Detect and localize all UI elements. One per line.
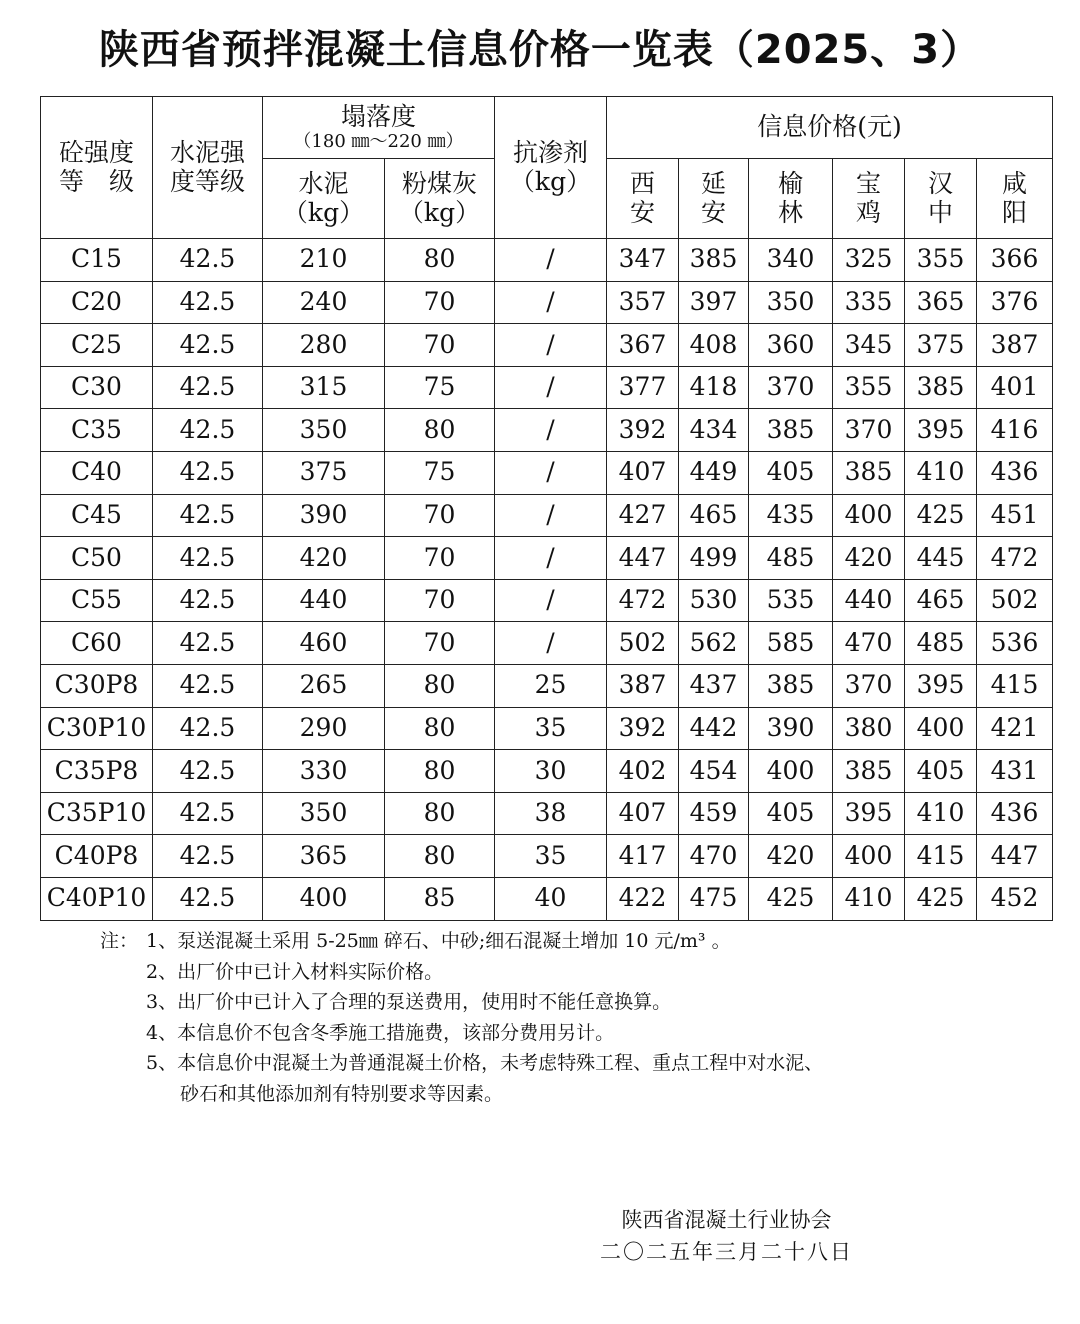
fly-ash-cell: 70 — [385, 622, 495, 665]
antiseep-cell: 38 — [495, 792, 607, 835]
antiseep-cell: / — [495, 451, 607, 494]
table-row — [41, 792, 1053, 835]
price-cell: 385 — [749, 409, 833, 452]
fly-ash-cell: 80 — [385, 707, 495, 750]
price-cell: 447 — [607, 537, 679, 580]
grade-cell: C30P8 — [41, 664, 153, 707]
signature-block — [600, 1204, 853, 1268]
fly-ash-cell: 70 — [385, 579, 495, 622]
grade-cell: C45 — [41, 494, 153, 537]
table-row — [41, 622, 1053, 665]
cement-grade-cell: 42.5 — [153, 537, 263, 580]
table-row — [41, 239, 1053, 282]
price-cell: 395 — [905, 664, 977, 707]
price-cell: 436 — [977, 451, 1053, 494]
price-cell: 434 — [679, 409, 749, 452]
table-row — [41, 877, 1053, 920]
antiseep-cell: / — [495, 622, 607, 665]
header-city-yulin: 榆 林 — [749, 159, 833, 239]
header-city-hanzhong: 汉 中 — [905, 159, 977, 239]
price-cell: 370 — [833, 409, 905, 452]
price-cell: 390 — [749, 707, 833, 750]
table-row — [41, 537, 1053, 580]
price-cell: 499 — [679, 537, 749, 580]
antiseep-cell: / — [495, 324, 607, 367]
water-cement-cell: 375 — [263, 451, 385, 494]
price-cell: 400 — [833, 835, 905, 878]
cement-grade-cell: 42.5 — [153, 281, 263, 324]
grade-cell: C30 — [41, 366, 153, 409]
water-cement-cell: 330 — [263, 750, 385, 793]
price-cell: 408 — [679, 324, 749, 367]
price-table-body — [41, 239, 1053, 921]
price-cell: 401 — [977, 366, 1053, 409]
antiseep-cell: 25 — [495, 664, 607, 707]
cement-grade-cell: 42.5 — [153, 366, 263, 409]
grade-cell: C55 — [41, 579, 153, 622]
table-row — [41, 366, 1053, 409]
antiseep-cell: 30 — [495, 750, 607, 793]
price-cell: 385 — [833, 451, 905, 494]
cement-grade-cell: 42.5 — [153, 494, 263, 537]
price-cell: 402 — [607, 750, 679, 793]
price-cell: 418 — [679, 366, 749, 409]
price-cell: 530 — [679, 579, 749, 622]
fly-ash-cell: 70 — [385, 494, 495, 537]
table-row — [41, 750, 1053, 793]
grade-cell: C35P8 — [41, 750, 153, 793]
price-cell: 400 — [905, 707, 977, 750]
antiseep-cell: / — [495, 494, 607, 537]
table-row — [41, 281, 1053, 324]
note-item: 2、出厂价中已计入材料实际价格。 — [146, 960, 444, 983]
notes-section — [100, 926, 823, 1109]
price-cell: 452 — [977, 877, 1053, 920]
price-cell: 425 — [905, 877, 977, 920]
grade-cell: C25 — [41, 324, 153, 367]
price-cell: 380 — [833, 707, 905, 750]
price-cell: 416 — [977, 409, 1053, 452]
water-cement-cell: 265 — [263, 664, 385, 707]
water-cement-cell: 440 — [263, 579, 385, 622]
price-cell: 454 — [679, 750, 749, 793]
price-cell: 470 — [833, 622, 905, 665]
price-cell: 405 — [905, 750, 977, 793]
price-cell: 387 — [977, 324, 1053, 367]
price-cell: 395 — [905, 409, 977, 452]
price-cell: 377 — [607, 366, 679, 409]
price-cell: 417 — [607, 835, 679, 878]
price-cell: 436 — [977, 792, 1053, 835]
table-row — [41, 707, 1053, 750]
price-cell: 407 — [607, 451, 679, 494]
fly-ash-cell: 75 — [385, 366, 495, 409]
price-cell: 366 — [977, 239, 1053, 282]
water-cement-cell: 350 — [263, 792, 385, 835]
cement-grade-cell: 42.5 — [153, 750, 263, 793]
antiseep-cell: / — [495, 239, 607, 282]
cement-grade-cell: 42.5 — [153, 664, 263, 707]
price-cell: 562 — [679, 622, 749, 665]
antiseep-cell: / — [495, 537, 607, 580]
header-price-group: 信息价格(元) — [607, 97, 1053, 159]
antiseep-cell: 35 — [495, 835, 607, 878]
water-cement-cell: 280 — [263, 324, 385, 367]
table-row — [41, 409, 1053, 452]
price-cell: 400 — [833, 494, 905, 537]
water-cement-cell: 350 — [263, 409, 385, 452]
price-cell: 425 — [905, 494, 977, 537]
fly-ash-cell: 80 — [385, 664, 495, 707]
price-cell: 422 — [607, 877, 679, 920]
grade-cell: C50 — [41, 537, 153, 580]
price-cell: 392 — [607, 409, 679, 452]
price-table — [40, 96, 1053, 921]
price-cell: 385 — [749, 664, 833, 707]
price-cell: 535 — [749, 579, 833, 622]
cement-grade-cell: 42.5 — [153, 579, 263, 622]
water-cement-cell: 365 — [263, 835, 385, 878]
header-grade: 砼强度 等 级 — [41, 97, 153, 239]
price-cell: 437 — [679, 664, 749, 707]
price-cell: 415 — [905, 835, 977, 878]
price-cell: 375 — [905, 324, 977, 367]
price-cell: 347 — [607, 239, 679, 282]
table-row — [41, 835, 1053, 878]
price-cell: 410 — [905, 451, 977, 494]
price-cell: 355 — [905, 239, 977, 282]
antiseep-cell: / — [495, 409, 607, 452]
price-cell: 451 — [977, 494, 1053, 537]
price-cell: 387 — [607, 664, 679, 707]
price-cell: 357 — [607, 281, 679, 324]
antiseep-cell: / — [495, 579, 607, 622]
note-item: 5、本信息价中混凝土为普通混凝土价格，未考虑特殊工程、重点工程中对水泥、 — [146, 1052, 824, 1074]
price-cell: 472 — [977, 537, 1053, 580]
table-row — [41, 451, 1053, 494]
price-cell: 360 — [749, 324, 833, 367]
cement-grade-cell: 42.5 — [153, 451, 263, 494]
price-cell: 420 — [833, 537, 905, 580]
price-cell: 397 — [679, 281, 749, 324]
price-cell: 420 — [749, 835, 833, 878]
table-row — [41, 324, 1053, 367]
cement-grade-cell: 42.5 — [153, 792, 263, 835]
cement-grade-cell: 42.5 — [153, 324, 263, 367]
cement-grade-cell: 42.5 — [153, 835, 263, 878]
price-cell: 445 — [905, 537, 977, 580]
price-cell: 442 — [679, 707, 749, 750]
price-cell: 502 — [607, 622, 679, 665]
price-cell: 459 — [679, 792, 749, 835]
water-cement-cell: 290 — [263, 707, 385, 750]
signature-organization: 陕西省混凝土行业协会 — [621, 1208, 832, 1232]
note-item: 注： 1、泵送混凝土采用 5-25㎜ 碎石、中砂;细石混凝土增加 10 元/m³ 。 — [100, 930, 731, 952]
price-cell: 421 — [977, 707, 1053, 750]
table-row — [41, 664, 1053, 707]
price-cell: 465 — [905, 579, 977, 622]
fly-ash-cell: 80 — [385, 792, 495, 835]
price-cell: 335 — [833, 281, 905, 324]
price-cell: 400 — [749, 750, 833, 793]
header-fly-ash: 粉煤灰 （kg） — [385, 159, 495, 239]
price-cell: 440 — [833, 579, 905, 622]
price-cell: 365 — [905, 281, 977, 324]
header-water-cement: 水泥 （kg） — [263, 159, 385, 239]
water-cement-cell: 240 — [263, 281, 385, 324]
price-cell: 367 — [607, 324, 679, 367]
fly-ash-cell: 85 — [385, 877, 495, 920]
signature-date: 二〇二五年三月二十八日 — [600, 1240, 853, 1264]
price-cell: 325 — [833, 239, 905, 282]
price-cell: 370 — [833, 664, 905, 707]
antiseep-cell: 40 — [495, 877, 607, 920]
price-cell: 447 — [977, 835, 1053, 878]
price-cell: 405 — [749, 792, 833, 835]
price-cell: 415 — [977, 664, 1053, 707]
grade-cell: C20 — [41, 281, 153, 324]
water-cement-cell: 400 — [263, 877, 385, 920]
price-cell: 427 — [607, 494, 679, 537]
grade-cell: C35 — [41, 409, 153, 452]
water-cement-cell: 315 — [263, 366, 385, 409]
price-cell: 431 — [977, 750, 1053, 793]
header-city-xian: 西 安 — [607, 159, 679, 239]
antiseep-cell: / — [495, 366, 607, 409]
cement-grade-cell: 42.5 — [153, 239, 263, 282]
price-cell: 355 — [833, 366, 905, 409]
fly-ash-cell: 80 — [385, 750, 495, 793]
fly-ash-cell: 80 — [385, 239, 495, 282]
price-cell: 340 — [749, 239, 833, 282]
grade-cell: C60 — [41, 622, 153, 665]
antiseep-cell: / — [495, 281, 607, 324]
document-title: 陕西省预拌混凝土信息价格一览表（2025、3） — [98, 27, 982, 73]
header-city-yanan: 延 安 — [679, 159, 749, 239]
grade-cell: C40P8 — [41, 835, 153, 878]
price-cell: 449 — [679, 451, 749, 494]
water-cement-cell: 390 — [263, 494, 385, 537]
price-cell: 350 — [749, 281, 833, 324]
grade-cell: C40P10 — [41, 877, 153, 920]
price-cell: 485 — [905, 622, 977, 665]
antiseep-cell: 35 — [495, 707, 607, 750]
price-cell: 385 — [833, 750, 905, 793]
note-item: 4、本信息价不包含冬季施工措施费，该部分费用另计。 — [146, 1021, 615, 1044]
fly-ash-cell: 70 — [385, 537, 495, 580]
price-cell: 465 — [679, 494, 749, 537]
fly-ash-cell: 80 — [385, 409, 495, 452]
price-cell: 376 — [977, 281, 1053, 324]
price-cell: 370 — [749, 366, 833, 409]
grade-cell: C30P10 — [41, 707, 153, 750]
water-cement-cell: 420 — [263, 537, 385, 580]
cement-grade-cell: 42.5 — [153, 409, 263, 452]
table-row — [41, 579, 1053, 622]
price-cell: 385 — [905, 366, 977, 409]
price-cell: 395 — [833, 792, 905, 835]
price-cell: 407 — [607, 792, 679, 835]
price-cell: 435 — [749, 494, 833, 537]
grade-cell: C35P10 — [41, 792, 153, 835]
price-cell: 410 — [833, 877, 905, 920]
price-cell: 536 — [977, 622, 1053, 665]
note-item-continuation: 砂石和其他添加剂有特别要求等因素。 — [180, 1082, 504, 1105]
price-cell: 345 — [833, 324, 905, 367]
price-cell: 405 — [749, 451, 833, 494]
cement-grade-cell: 42.5 — [153, 707, 263, 750]
price-cell: 475 — [679, 877, 749, 920]
price-cell: 502 — [977, 579, 1053, 622]
fly-ash-cell: 80 — [385, 835, 495, 878]
price-cell: 410 — [905, 792, 977, 835]
fly-ash-cell: 70 — [385, 281, 495, 324]
grade-cell: C40 — [41, 451, 153, 494]
cement-grade-cell: 42.5 — [153, 622, 263, 665]
water-cement-cell: 460 — [263, 622, 385, 665]
cement-grade-cell: 42.5 — [153, 877, 263, 920]
header-cement-grade: 水泥强 度等级 — [153, 97, 263, 239]
fly-ash-cell: 70 — [385, 324, 495, 367]
note-item: 3、出厂价中已计入了合理的泵送费用，使用时不能任意换算。 — [146, 991, 672, 1013]
header-slump: 塌落度 （180 ㎜～220 ㎜） — [263, 97, 495, 159]
price-cell: 585 — [749, 622, 833, 665]
header-city-xianyang: 咸 阳 — [977, 159, 1053, 239]
price-cell: 470 — [679, 835, 749, 878]
water-cement-cell: 210 — [263, 239, 385, 282]
price-cell: 472 — [607, 579, 679, 622]
grade-cell: C15 — [41, 239, 153, 282]
price-cell: 485 — [749, 537, 833, 580]
price-cell: 392 — [607, 707, 679, 750]
header-antiseep: 抗渗剂 （kg） — [495, 97, 607, 239]
header-city-baoji: 宝 鸡 — [833, 159, 905, 239]
price-cell: 425 — [749, 877, 833, 920]
price-cell: 385 — [679, 239, 749, 282]
table-row — [41, 494, 1053, 537]
fly-ash-cell: 75 — [385, 451, 495, 494]
